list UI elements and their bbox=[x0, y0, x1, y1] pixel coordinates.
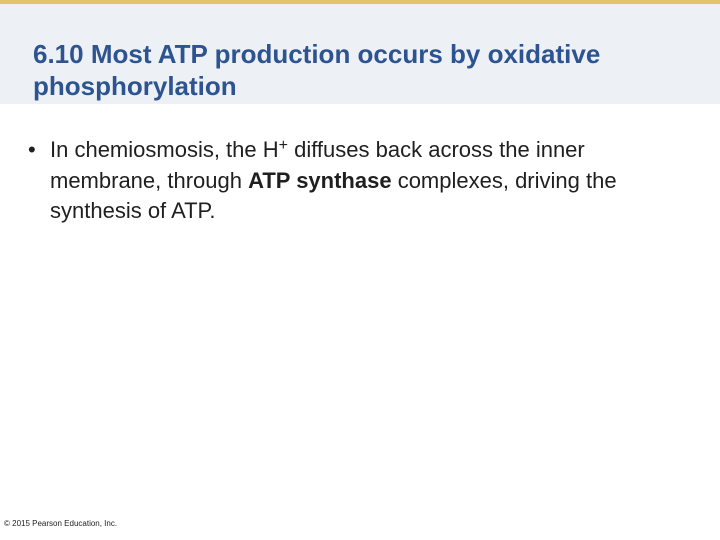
copyright-footer: © 2015 Pearson Education, Inc. bbox=[4, 519, 118, 528]
superscript-plus: + bbox=[278, 137, 288, 154]
bullet-text-part-1: In chemiosmosis, the H bbox=[50, 137, 279, 162]
bullet-item bbox=[28, 135, 678, 227]
bullet-text-part-2: diffuses back across the inner membrane, through bbox=[50, 137, 585, 193]
slide-title: 6.10 Most ATP production occurs by oxidative phosphorylation bbox=[33, 39, 601, 101]
title-band bbox=[0, 4, 720, 104]
bold-term-atp-synthase: ATP synthase bbox=[248, 167, 392, 193]
bullet-text bbox=[50, 135, 678, 227]
bullet-text-part-3: complexes, driving the synthesis of ATP. bbox=[50, 167, 617, 223]
bullet-marker: • bbox=[28, 137, 36, 162]
